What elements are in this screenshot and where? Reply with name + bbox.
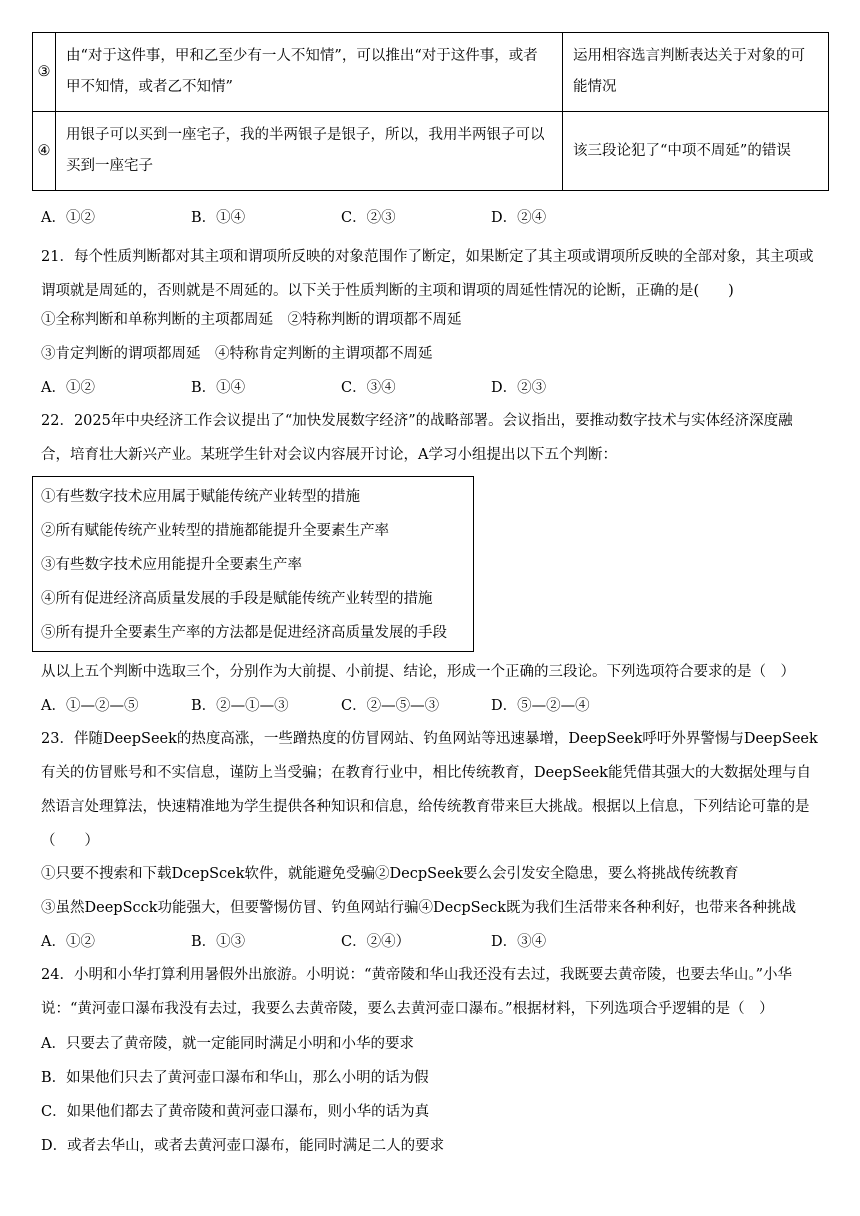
judgement-3: ③有些数字技术应用能提升全要素生产率	[41, 557, 302, 573]
judgement-1: ①有些数字技术应用属于赋能传统产业转型的措施	[41, 489, 360, 505]
row-statement: 由“对于这件事，甲和乙至少有一人不知情”，可以推出“对于这件事，或者甲不知情，或者乙不知情”	[56, 33, 563, 112]
judgement-4: ④所有促进经济高质量发展的手段是赋能传统产业转型的措施	[41, 591, 433, 607]
table-row	[33, 33, 829, 112]
table-row	[33, 112, 829, 191]
q20-options	[41, 208, 821, 228]
row-analysis: 运用相容选言判断表达关于对象的可能情况	[563, 33, 829, 112]
q21-item-line-1: ①全称判断和单称判断的主项都周延 ②特称判断的谓项都不周延	[41, 312, 462, 328]
option-d[interactable]: D．⑤—②—④	[491, 698, 590, 714]
option-c[interactable]: C．②④）	[341, 934, 411, 950]
option-a[interactable]: A．只要去了黄帝陵，就一定能同时满足小明和小华的要求	[41, 1036, 414, 1052]
option-a[interactable]: A．①②	[41, 934, 95, 950]
judgement-2: ②所有赋能传统产业转型的措施都能提升全要素生产率	[41, 523, 389, 539]
option-d[interactable]: D．或者去华山，或者去黄河壶口瀑布，能同时满足二人的要求	[41, 1138, 445, 1154]
row-number: ③	[33, 33, 56, 112]
option-b[interactable]: B．如果他们只去了黄河壶口瀑布和华山，那么小明的话为假	[41, 1070, 429, 1086]
option-c[interactable]: C．②③	[341, 210, 396, 226]
reasoning-table	[32, 32, 829, 191]
option-b[interactable]: B．②—①—③	[191, 698, 289, 714]
option-c[interactable]: C．如果他们都去了黄帝陵和黄河壶口瀑布，则小华的话为真	[41, 1104, 430, 1120]
q23-options	[41, 932, 821, 952]
option-b[interactable]: B．①④	[191, 210, 246, 226]
q22-stem: 22．2025年中央经济工作会议提出了“加快发展数字经济”的战略部署。会议指出，要推动数字技术与实体经济深度融合，培育壮大新兴产业。某班学生针对会议内容展开讨论，A学习小组提出以下五个判断：	[41, 413, 793, 463]
option-d[interactable]: D．②④	[491, 210, 547, 226]
option-a[interactable]: A．①—②—⑤	[41, 698, 139, 714]
q24-stem: 24．小明和小华打算利用暑假外出旅游。小明说：“黄帝陵和华山我还没有去过，我既要去黄帝陵，也要去华山。”小华说：“黄河壶口瀑布我没有去过，我要么去黄帝陵，要么去黄河壶口瀑布。”根据材料，下列选项合乎逻辑的是（ ）	[41, 967, 793, 1017]
q22-options	[41, 696, 821, 716]
option-d[interactable]: D．③④	[491, 934, 547, 950]
row-statement: 用银子可以买到一座宅子，我的半两银子是银子，所以，我用半两银子可以买到一座宅子	[56, 112, 563, 191]
option-b[interactable]: B．①④	[191, 380, 246, 396]
row-analysis: 该三段论犯了“中项不周延”的错误	[563, 112, 829, 191]
option-d[interactable]: D．②③	[491, 380, 547, 396]
judgement-box	[32, 476, 474, 652]
q21-options	[41, 378, 821, 398]
option-c[interactable]: C．③④	[341, 380, 396, 396]
q23-stem: 23．伴随DeepSeek的热度高涨，一些蹭热度的仿冒网站、钓鱼网站等迅速暴增，DeepSeek呼吁外界警惕与DeepSeek有关的仿冒账号和不实信息，谨防上当受骗；在教育行业中，相比传统教育，DeepSeek能凭借其强大的大数据处理与自然语言处理算法，快速精准地为学生提供各种知识和信息，给传统教育带来巨大挑战。根据以上信息，下列结论可靠的是（ ）	[41, 731, 818, 849]
option-a[interactable]: A．①②	[41, 380, 95, 396]
q23-item-line-1: ①只要不搜索和下载DcepScek软件，就能避免受骗②DecpSeek要么会引发安全隐患，要么将挑战传统教育	[41, 866, 739, 882]
option-c[interactable]: C．②—⑤—③	[341, 698, 440, 714]
row-number: ④	[33, 112, 56, 191]
q21-item-line-2: ③肯定判断的谓项都周延 ④特称肯定判断的主谓项都不周延	[41, 346, 433, 362]
q22-question: 从以上五个判断中选取三个，分别作为大前提、小前提、结论，形成一个正确的三段论。下列选项符合要求的是（ ）	[41, 664, 795, 680]
judgement-5: ⑤所有提升全要素生产率的方法都是促进经济高质量发展的手段	[41, 625, 447, 641]
option-b[interactable]: B．①③	[191, 934, 246, 950]
q23-item-line-2: ③虽然DeepScck功能强大，但要警惕仿冒、钓鱼网站行骗④DecpSeck既为我们生活带来各种利好，也带来各种挑战	[41, 900, 797, 916]
option-a[interactable]: A．①②	[41, 210, 95, 226]
q21-stem: 21．每个性质判断都对其主项和谓项所反映的对象范围作了断定，如果断定了其主项或谓项所反映的全部对象，其主项或谓项就是周延的，否则就是不周延的。以下关于性质判断的主项和谓项的周延性情况的论断，正确的是( )	[41, 249, 814, 299]
